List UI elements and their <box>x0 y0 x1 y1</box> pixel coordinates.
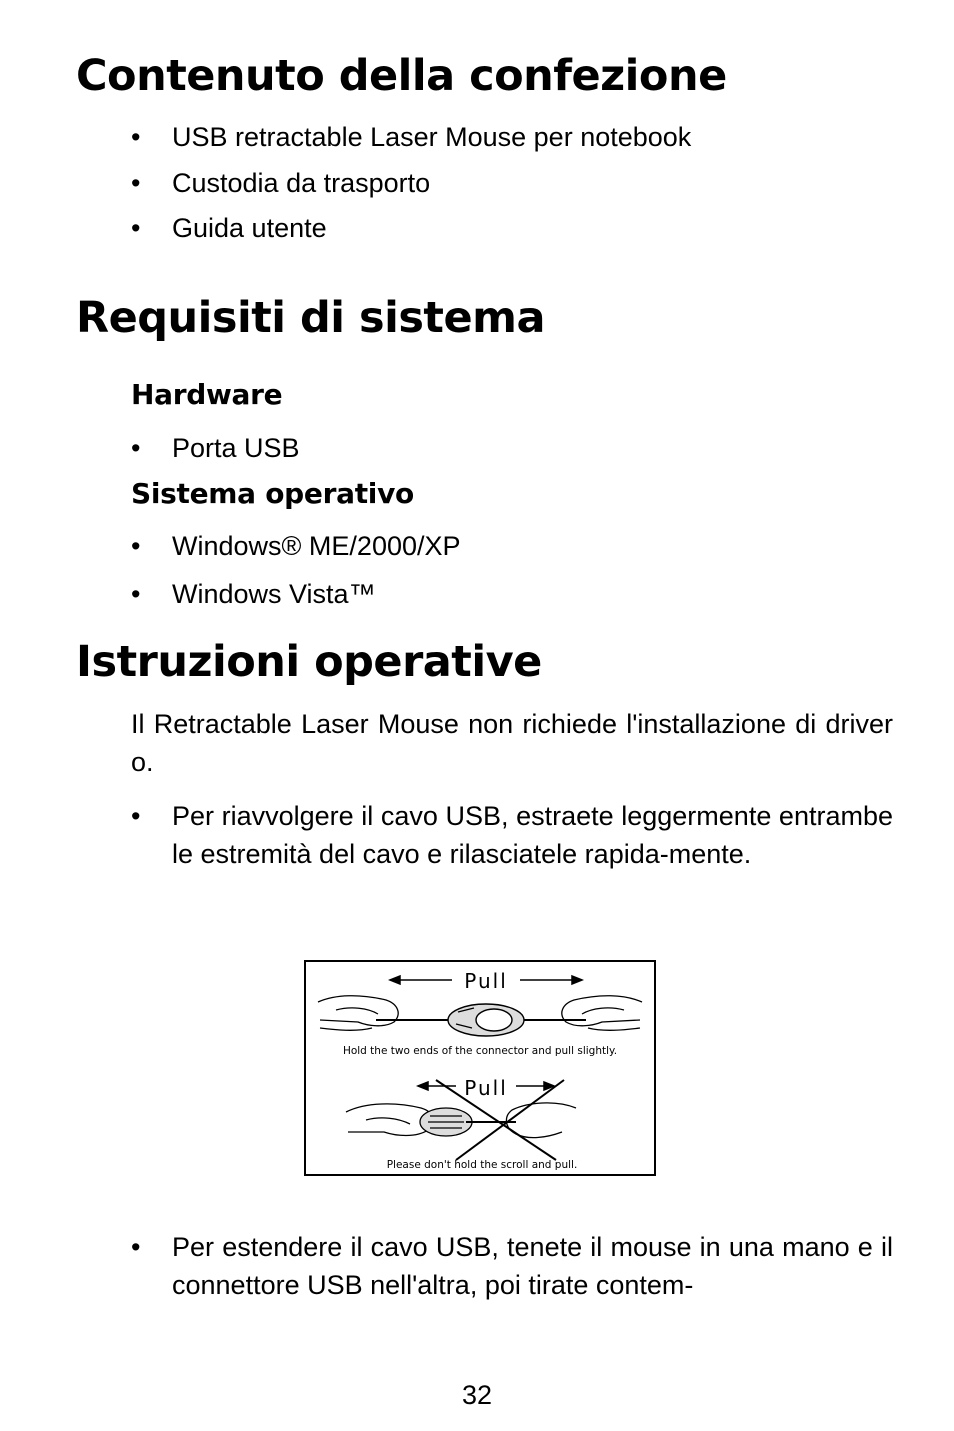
cable-retract-illustration <box>304 960 656 1176</box>
section-title-instructions: Istruzioni operative <box>76 637 542 687</box>
list-item <box>131 429 893 467</box>
bullet: • <box>131 579 141 609</box>
list-item-text: USB retractable Laser Mouse per notebook <box>172 122 692 152</box>
pull-label-bottom: Pull <box>464 1076 508 1100</box>
bullet: • <box>131 1232 141 1262</box>
bullet: • <box>131 433 141 463</box>
intro-paragraph: Il Retractable Laser Mouse non richiede l'installazione di driver o. <box>131 709 893 777</box>
list-item <box>131 164 893 202</box>
list-item-text: Guida utente <box>172 213 327 243</box>
bullet: • <box>131 531 141 561</box>
list-item-text: Porta USB <box>172 433 300 463</box>
caption-top: Hold the two ends of the connector and pull slightly. <box>342 1045 618 1057</box>
mouse-bottom <box>420 1108 472 1136</box>
list-item-text: Custodia da trasporto <box>172 168 431 198</box>
section-title-requirements: Requisiti di sistema <box>76 293 545 343</box>
subsection-title-os: Sistema operativo <box>131 477 414 510</box>
list-item-text: Per estendere il cavo USB, tenete il mouse in una mano e il connettore USB nell'altra, poi tirate contem- <box>172 1232 893 1300</box>
list-item-text: Windows® ME/2000/XP <box>172 531 461 561</box>
list-item <box>131 118 893 156</box>
section-title-contents: Contenuto della confezione <box>76 51 727 101</box>
list-item <box>131 1228 893 1304</box>
bullet: • <box>131 801 141 831</box>
page-number: 32 <box>461 1380 493 1410</box>
bullet: • <box>131 213 141 243</box>
list-item <box>131 575 893 613</box>
illustration-drawing <box>306 962 654 1174</box>
list-item <box>131 527 893 565</box>
caption-bottom: Please don't hold the scroll and pull. <box>386 1159 578 1171</box>
pull-label-top: Pull <box>464 969 508 993</box>
list-item <box>131 209 893 247</box>
bullet: • <box>131 122 141 152</box>
list-item-text: Windows Vista™ <box>172 579 376 609</box>
list-item-text: Per riavvolgere il cavo USB, estraete leggermente entrambe le estremità del cavo e rilasciatele rapida-mente. <box>172 801 893 869</box>
subsection-title-hardware: Hardware <box>131 378 283 411</box>
bullet: • <box>131 168 141 198</box>
mouse-top <box>448 1004 524 1036</box>
list-item <box>131 797 893 873</box>
